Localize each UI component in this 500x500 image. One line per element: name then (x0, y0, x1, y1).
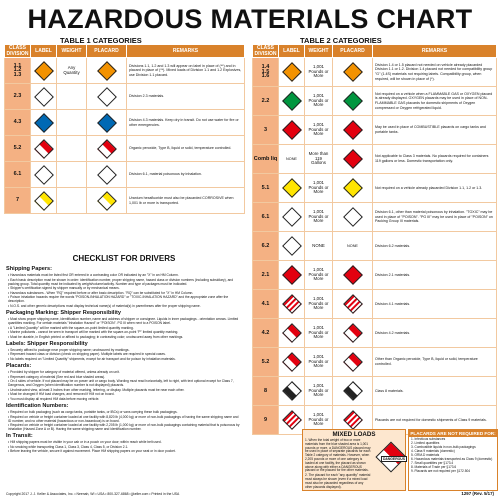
placard-text: NONE (347, 243, 358, 248)
table2-class-cell: 9 (253, 406, 279, 435)
hazard-label-icon (282, 352, 302, 372)
table2-weight-cell: 1,001 Pounds or More (305, 348, 333, 377)
placard-icon (343, 352, 363, 372)
hazard-label-icon (282, 207, 302, 227)
table2-label-cell (279, 377, 305, 406)
checklist-item: • Represent hazard class or division (check on shipping paper). Multiple labels are required in special cases. (8, 352, 166, 357)
checklist-item: • Required on vehicle or freight container loaded at one facility with 8,820 lb (4,000 kg) or more of non-bulk packagings of having the same shipping name and ID number, and no other material (hazardous or non-hazardous) is on board. (8, 414, 239, 423)
table2-weight-cell: 1,001 Pounds or More (305, 290, 333, 319)
checklist-item: • Hazardous materials must be listed first OR entered in a contrasting color OR indicated by an "X" in an HM Column. (8, 273, 179, 277)
checklist-item: • Poison inhalation hazards require the words "POISON-INHALATION HAZARD" or "TOXIC-INHALATION HAZARD" and the appropriate zone after the description. (8, 295, 229, 304)
table2-class-cell: 3 (253, 116, 279, 145)
checklist-item: • No labels required on "Limited Quantity" shipments, except for air transport and for poison by inhalation materials. (8, 356, 176, 361)
not-required-item: 9. Placards are not required per §172.504 (411, 469, 471, 474)
table2-row (253, 290, 497, 319)
not-required-item: 4. Class 9 materials (domestic) (411, 449, 455, 454)
table2-placard-cell (333, 377, 373, 406)
placard-icon (97, 87, 117, 107)
table2-col-1: LABEL (279, 45, 305, 58)
placard-icon (343, 91, 363, 111)
checklist-item: • Before leaving the vehicle, secure it against movement. Place HM shipping papers on your seat or in door pocket. (8, 449, 176, 454)
table2-class-cell: 5.2 (253, 348, 279, 377)
checklist-item: • Must be durable, in English printed or affixed to packaging; in contrasting color; unobscured away from other markings. (8, 334, 184, 339)
table1-remarks-cell: Organic peroxide, Type B, liquid or solid, temperature controlled. (127, 136, 245, 162)
table1-placard-cell (87, 136, 127, 162)
table2-remarks-cell: Division 1.4 or 1.5 placard not needed on vehicle already placarded Division 1.1 or 1.2. Division 1.4 placard not needed for compatibility group "G" (1.4S) materials not requiring labels. Compatibility group, when required, will be shown in place of (*). (373, 58, 497, 87)
placard-icon (343, 294, 363, 314)
checklist-item: • On 4 sides of vehicle. If not placard may be on power unit or cargo body. Wording must read horizontally, left to right, with text optional except for Class 7, Dangerous, and Oxygen (when identification number is not displayed) placards. (8, 379, 234, 388)
checklist-section-title: Shipping Papers: (6, 266, 52, 272)
placard-icon (97, 113, 117, 133)
table2-col-3: PLACARD (333, 45, 373, 58)
checklist-item: • A "Limited Quantity" will be marked with the square-on-point limited quantity marking. (8, 325, 134, 330)
table2-row (253, 348, 497, 377)
table2-heading: TABLE 2 CATEGORIES (300, 36, 382, 45)
checklist-item: • Shipper's certification signed by shipper manually or by mechanical means. (8, 286, 120, 291)
checklist-item: • Unobstructed view, at least 3 inches from other marking, lettering, or display. Multiple placards must be near each other. (8, 387, 185, 392)
placard-icon (343, 381, 363, 401)
checklist-item: • Must be changed if HM load changes, and removed if HM not on board. (8, 392, 115, 397)
table1-remarks-cell: Division 6.1, material poisonous by inhalation. (127, 162, 245, 188)
checklist-item: • HM shipping papers must be visible in your cab or in a pouch on your door; within reach while belt used. (8, 440, 162, 445)
not-required-item: 2. Limited quantities (411, 441, 440, 446)
hazard-label-icon (34, 191, 54, 211)
table1-row (5, 110, 245, 136)
checklist-section-title: Packaging Marking: Shipper Responsibility (6, 309, 122, 316)
table2-class-cell: 6.1 (253, 203, 279, 232)
hazard-label-icon (282, 323, 302, 343)
table2-class-cell: 1.4 1.5 1.6 (253, 58, 279, 87)
checklist-item: • Required on vehicle or freight container loaded at one facility with 2,205 lb (1,000 kg) or more of non-bulk packagings containing material that is poisonous by inhalation (Hazard Zone A or B). Having the same shipping name and identification number. (8, 423, 240, 432)
table2-col-2: WEIGHT (305, 45, 333, 58)
checklist-item: • Each basic description must be shown in order: identification number, proper shipping name, hazard class or division numbers (including subsidiary), and packing group. Total quantity must be indicated by weight/volume/activity. Number and type of packages must be indicated. (8, 277, 234, 286)
table2-remarks-cell: Class 8 materials. (373, 377, 497, 406)
table2-placard-cell (333, 203, 373, 232)
hazard-label-icon (282, 381, 302, 401)
not-required-heading: PLACARDS ARE NOT REQUIRED FOR: (410, 431, 496, 436)
checklist-item: • Represent category of material (See red and blue shaded areas). (8, 374, 106, 379)
table2-row (253, 377, 497, 406)
mixed-loads-item: 1. When the total weight of two or more materials from the blue shaded area is 1,001 pounds or more, a DANGEROUS placard may be used in place of separate placards for each Table 2 category of materials. However, when 2,205 pounds or more of one category is loaded at one facility, the placard as shown above along with either a DANGEROUS placard or the placard for the other materials. (305, 438, 371, 473)
table1-class-cell: 5.2 (5, 136, 31, 162)
placard-icon (343, 323, 363, 343)
table2-placard-cell (333, 145, 373, 174)
table2-label-cell (279, 116, 305, 145)
table2-weight-cell: 1,001 Pounds or More (305, 406, 333, 435)
table2-remarks-cell: Division 6.2 materials. (373, 232, 497, 261)
table2-placard-cell (333, 290, 373, 319)
table2-placard-cell (333, 261, 373, 290)
not-required-item: 5. ORM-D materials (411, 453, 440, 458)
table2-weight-cell: 1,001 Pounds or More (305, 261, 333, 290)
placard-icon (343, 120, 363, 140)
table2-placard-cell (333, 174, 373, 203)
table2-class-cell: 6.2 (253, 232, 279, 261)
checklist-item: • Provided by shipper for category of material offered, unless already on unit. (8, 369, 120, 374)
table2-remarks-cell: Not required on a vehicle when a FLAMMABLE GAS or OXYGEN placard is already displayed. OXYGEN placards may be used in place of NON-FLAMMABLE GAS placards for domestic shipments of Oxygen compressed or Oxygen refrigerated liquid. (373, 87, 497, 116)
table1 (4, 44, 245, 214)
hazard-label-icon (282, 62, 302, 82)
table1-col-4: REMARKS (127, 45, 245, 58)
table2-label-cell (279, 319, 305, 348)
table1-col-3: PLACARD (87, 45, 127, 58)
hazard-label-icon (282, 120, 302, 140)
checklist-section-title: Identification Numbers: (6, 402, 69, 409)
hazard-label-icon (282, 265, 302, 285)
placard-icon (343, 178, 363, 198)
table2-remarks-cell: Division 6.1, other than material poisonous by inhalation. "TOXIC" may be used in place of "POISON". "PG III" may be used in place of "POISON" on Packing Group III materials. (373, 203, 497, 232)
table1-weight-cell (57, 136, 87, 162)
placard-icon (343, 410, 363, 430)
mixed-loads-box (302, 429, 406, 491)
table2-weight-cell: 1,001 Pounds or More (305, 174, 333, 203)
table1-label-cell (31, 188, 57, 214)
checklist-heading: CHECKLIST FOR DRIVERS (72, 254, 176, 263)
placard-icon (97, 139, 117, 159)
table2-remarks-cell: Division 2.1 materials. (373, 261, 497, 290)
checklist-item: • Must show proper shipping name, identification number, name and address of shipper or consignee. Liquids in inner packagings - orientation arrows. Limited quantities marking. For certain materials "Inhalation Hazard" or "POISON". PG III when next to a POISON label. (8, 316, 239, 325)
table2-weight-cell: NONE (305, 232, 333, 261)
label-text: NONE (286, 156, 297, 161)
checklist-item: • You must display all required HM data before moving vehicle. (8, 396, 100, 401)
table2-class-cell: 2.2 (253, 87, 279, 116)
hazard-label-icon (34, 61, 54, 81)
table2-remarks-cell: Not applicable to Class 3 materials. No placards required for containers 119 gallons or less. Domestic transportation only. (373, 145, 497, 174)
checklist-item: • Hazardous substances - When "RQ" required before or after basic description. "RQ" can be substituted for "X" in HM Column. (8, 290, 194, 295)
table2-class-cell: 5.1 (253, 174, 279, 203)
table2-row (253, 203, 497, 232)
table1-heading: TABLE 1 CATEGORIES (60, 36, 142, 45)
checklist-section-title: Placards: (6, 362, 32, 369)
table1-col-1: LABEL (31, 45, 57, 58)
table1-row (5, 84, 245, 110)
table1-placard-cell (87, 162, 127, 188)
table1-col-2: WEIGHT (57, 45, 87, 58)
table1-remarks-cell: Divisions 1.1, 1.2 and 1.3 will appear on label in place of (**) and in placard in place of (**). Mixed loads of Division 1.1 and 1.2 Explosives, use Division 1.1 placard. (127, 58, 245, 84)
hazard-label-icon (34, 87, 54, 107)
table1-remarks-cell: Uranium hexafluoride must also be placarded CORROSIVE when 1,001 lb or more is transported. (127, 188, 245, 214)
checklist-item: • Securely affixed to package near proper shipping name; unobscured by markings. (8, 347, 130, 352)
table2-remarks-cell: Division 4.1 materials. (373, 290, 497, 319)
table2-label-cell (279, 87, 305, 116)
table1-placard-cell (87, 110, 127, 136)
table2-remarks-cell: Division 4.2 materials. (373, 319, 497, 348)
checklist-section-title: In Transit: (6, 433, 33, 440)
table2-placard-cell (333, 87, 373, 116)
table1-weight-cell (57, 188, 87, 214)
table1-label-cell (31, 162, 57, 188)
table2-remarks-cell: May be used in place of COMBUSTIBLE placards on cargo tanks and portable tanks. (373, 116, 497, 145)
hazard-label-icon (282, 410, 302, 430)
table2-weight-cell: 1,001 Pounds or More (305, 377, 333, 406)
placard-icon (97, 61, 117, 81)
footer (0, 491, 500, 500)
not-required-item: 6. Hazardous materials transported as Class 9 (domestic) (411, 457, 493, 462)
placard-icon (97, 191, 117, 211)
hazard-label-icon (282, 91, 302, 111)
table2-placard-cell (333, 116, 373, 145)
table2-row (253, 261, 497, 290)
table1-weight-cell (57, 84, 87, 110)
table1-class-cell: 4.3 (5, 110, 31, 136)
not-required-item: 7. Small quantities per §173.4 (411, 461, 454, 466)
table2-col-0: CLASS DIVISION (253, 45, 279, 58)
checklist-item: • Required on bulk packaging (such as cargo tanks, portable tanks, or IBCs) or vans carrying these bulk packagings. (8, 409, 178, 414)
table2-weight-cell: 1,001 Pounds or More (305, 319, 333, 348)
table1-weight-cell (57, 110, 87, 136)
page-title: HAZARDOUS MATERIALS CHART (27, 4, 473, 34)
placard-icon (343, 62, 363, 82)
table1-label-cell (31, 58, 57, 84)
table1-label-cell (31, 84, 57, 110)
table1-weight-cell (57, 162, 87, 188)
table2-weight-cell: 1,001 Pounds or More (305, 203, 333, 232)
not-required-item: 3. Combustible liquids in non-bulk packagings (411, 445, 476, 450)
table2-placard-cell (333, 348, 373, 377)
table2-class-cell: 8 (253, 377, 279, 406)
placard-icon (343, 207, 363, 227)
table1-row (5, 136, 245, 162)
footer-form-number: 1297 (Rev. 5/17) (461, 491, 494, 496)
table1-class-cell: 7 (5, 188, 31, 214)
table2-label-cell (279, 203, 305, 232)
table2-row (253, 174, 497, 203)
table1-weight-cell: Any Quantity (57, 58, 87, 84)
placard-icon (97, 165, 117, 185)
hazard-label-icon (34, 139, 54, 159)
table1-label-cell (31, 110, 57, 136)
table2-class-cell: Comb liq (253, 145, 279, 174)
table2-label-cell (279, 348, 305, 377)
placards-not-required-box (408, 429, 498, 491)
table2-weight-cell: 1,001 Pounds or More (305, 87, 333, 116)
table2-label-cell (279, 290, 305, 319)
table2-class-cell: 4.1 (253, 290, 279, 319)
table1-row (5, 188, 245, 214)
table2-class-cell: 2.1 (253, 261, 279, 290)
table2-remarks-cell: Placards are not required for domestic shipments of Class 9 materials. (373, 406, 497, 435)
table1-placard-cell (87, 58, 127, 84)
table2-remarks-cell: Not required on a vehicle already placarded Division 1.1, 1.2 or 1.3. (373, 174, 497, 203)
placard-icon (343, 265, 363, 285)
table1-class-cell: 6.1 (5, 162, 31, 188)
placard-icon (343, 149, 363, 169)
hazard-label-icon (34, 113, 54, 133)
hazard-label-icon (282, 236, 302, 256)
table1-row (5, 162, 245, 188)
table1-label-cell (31, 136, 57, 162)
not-required-item: 8. Materials of Trade per §173.6 (411, 465, 457, 470)
table2-row (253, 319, 497, 348)
checklist-item: • No smoking while transporting Class 1, Class 3, Class 4, Class 5, or Division 2.1. (8, 444, 129, 449)
table2-class-cell: 4.2 (253, 319, 279, 348)
table2-col-4: REMARKS (373, 45, 497, 58)
checklist-section-title: Labels: Shipper Responsibility (6, 340, 88, 347)
table2-weight-cell: 1,001 Pounds or More (305, 116, 333, 145)
table2-label-cell (279, 406, 305, 435)
table2-row (253, 145, 497, 174)
table2-label-cell (279, 232, 305, 261)
hazard-label-icon (282, 294, 302, 314)
not-required-item: 1. Infectious substances (411, 437, 446, 442)
table1-class-cell: 1.1 1.2 1.3 (5, 58, 31, 84)
table2-label-cell (279, 58, 305, 87)
checklist-item: • N.O.S. and other generic descriptions must display technical name(s) of material(s) in parentheses after the proper shipping name. (8, 303, 201, 308)
table1-remarks-cell: Division 4.3 materials. Keep dry in transit. Do not use water for fire or other emergencies. (127, 110, 245, 136)
table2-weight-cell: More than 119 Gallons (305, 145, 333, 174)
hazard-label-icon (282, 178, 302, 198)
table1-row (5, 58, 245, 84)
table2 (252, 44, 497, 435)
table2-label-cell (279, 174, 305, 203)
table1-remarks-cell: Division 2.3 materials. (127, 84, 245, 110)
hazard-label-icon (34, 165, 54, 185)
footer-copyright: Copyright 2017 J. J. Keller & Associates, Inc. • Neenah, WI • USA • 800-327-6868 • jjkeller.com • Printed in the USA (6, 492, 180, 496)
mixed-loads-heading: MIXED LOADS (332, 431, 376, 438)
table2-row (253, 87, 497, 116)
dangerous-placard-label: DANGEROUS (382, 457, 405, 461)
table2-row (253, 232, 497, 261)
table2-remarks-cell: Other than Organic peroxide, Type B, liquid or solid, temperature controlled. (373, 348, 497, 377)
table1-placard-cell (87, 84, 127, 110)
table2-placard-cell (333, 58, 373, 87)
driver-checklist (6, 254, 242, 484)
table2-row (253, 116, 497, 145)
checklist-item: • Marine pollutants - cannot be seen in transport will be marked with the square-on-point "P" limited quantity marking. (8, 330, 179, 335)
table1-class-cell: 2.3 (5, 84, 31, 110)
table2-label-cell (279, 145, 305, 174)
table2-placard-cell (333, 319, 373, 348)
table1-placard-cell (87, 188, 127, 214)
mixed-loads-item: 2. The placard for each "any quantity" material must always be shown (even if a mixed load must also be placarded regardless of any other placards displayed). (305, 473, 371, 489)
table2-label-cell (279, 261, 305, 290)
table2-placard-cell (333, 232, 373, 261)
table2-weight-cell: 1,001 Pounds or More (305, 58, 333, 87)
table1-col-0: CLASS DIVISION (5, 45, 31, 58)
table2-row (253, 58, 497, 87)
